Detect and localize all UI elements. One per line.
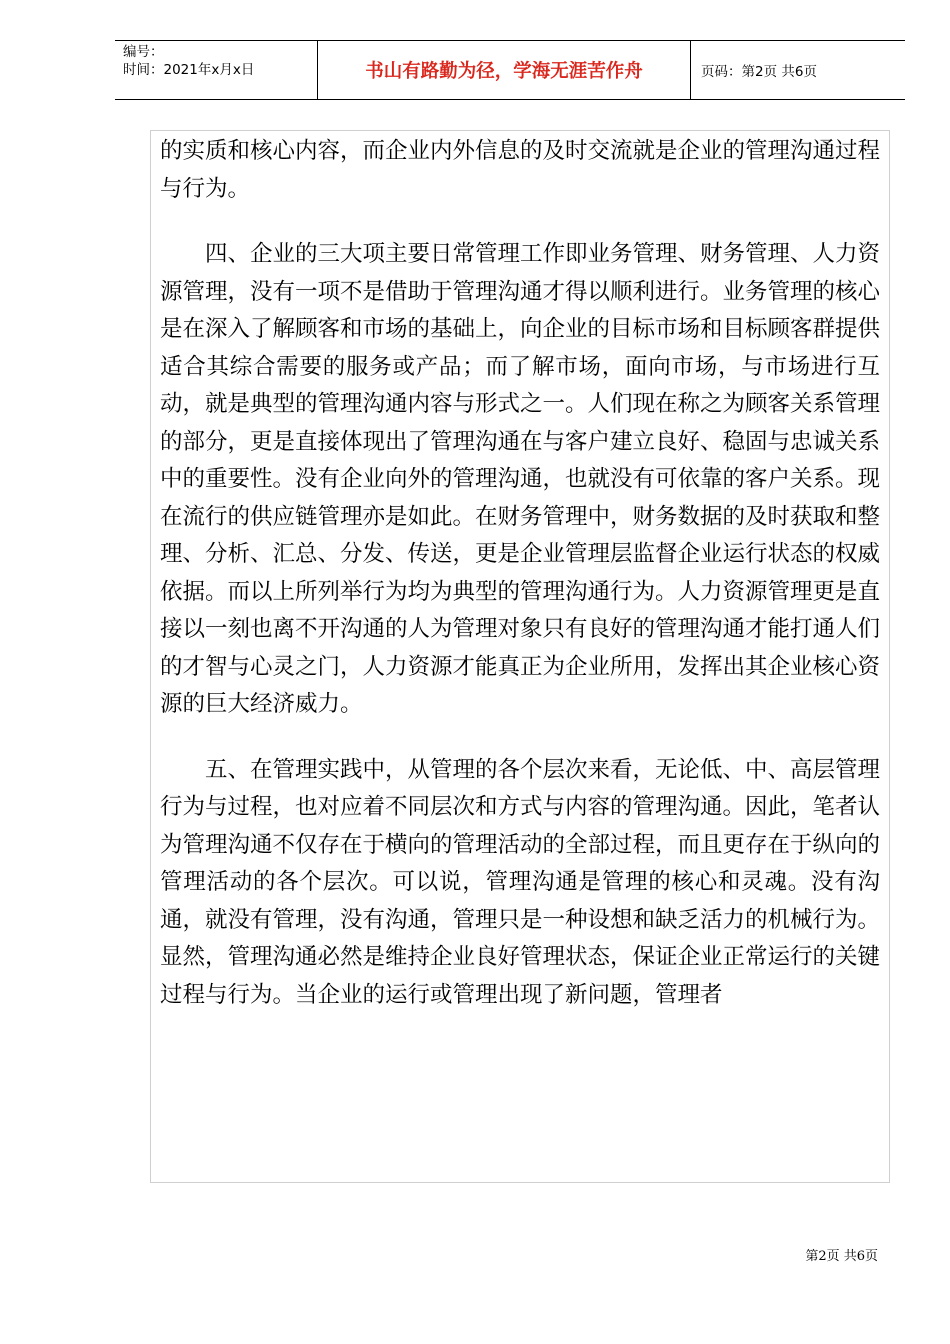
page-footer: 第2页 共6页 bbox=[805, 1249, 878, 1264]
paragraph-2: 四、企业的三大项主要日常管理工作即业务管理、财务管理、人力资源管理，没有一项不是借助于管理沟通才得以顺利进行。业务管理的核心是在深入了解顾客和市场的基础上，向企业的目标市场和目标顾客群提供适合其综合需要的服务或产品；而了解市场，面向市场，与市场进行互动，就是典型的管理沟通内容与形式之一。人们现在称之为顾客关系管理的部分，更是直接体现出了管理沟通在与客户建立良好、稳固与忠诚关系中的重要性。没有企业向外的管理沟通，也就没有可依靠的客户关系。现在流行的供应链管理亦是如此。在财务管理中，财务数据的及时获取和整理、分析、汇总、分发、传送，更是企业管理层监督企业运行状态的权威依据。而以上所列举行为均为典型的管理沟通行为。人力资源管理更是直接以一刻也离不开沟通的人为管理对象只有良好的管理沟通才能打通人们的才智与心灵之门，人力资源才能真正为企业所用，发挥出其企业核心资源的巨大经济威力。 bbox=[160, 241, 881, 717]
page-header bbox=[115, 40, 905, 100]
document-body bbox=[160, 133, 880, 1014]
paragraph-3: 五、在管理实践中，从管理的各个层次来看，无论低、中、高层管理行为与过程，也对应着不同层次和方式与内容的管理沟通。因此，笔者认为管理沟通不仅存在于横向的管理活动的全部过程，而且更存在于纵向的管理活动的各个层次。可以说，管理沟通是管理的核心和灵魂。没有沟通，就没有管理，没有沟通，管理只是一种设想和缺乏活力的机械行为。显然，管理沟通必然是维持企业良好管理状态，保证企业正常运行的关键过程与行为。当企业的运行或管理出现了新问题，管理者 bbox=[160, 756, 881, 1008]
paragraph-1: 的实质和核心内容，而企业内外信息的及时交流就是企业的管理沟通过程与行为。 bbox=[160, 138, 881, 202]
code-label: 编号： bbox=[123, 44, 164, 60]
header-page-info: 页码：第2页 共6页 bbox=[701, 64, 817, 80]
time-label: 时间：2021年x月x日 bbox=[123, 62, 255, 78]
header-meta bbox=[115, 41, 317, 99]
header-motto: 书山有路勤为径，学海无涯苦作舟 bbox=[317, 41, 691, 99]
